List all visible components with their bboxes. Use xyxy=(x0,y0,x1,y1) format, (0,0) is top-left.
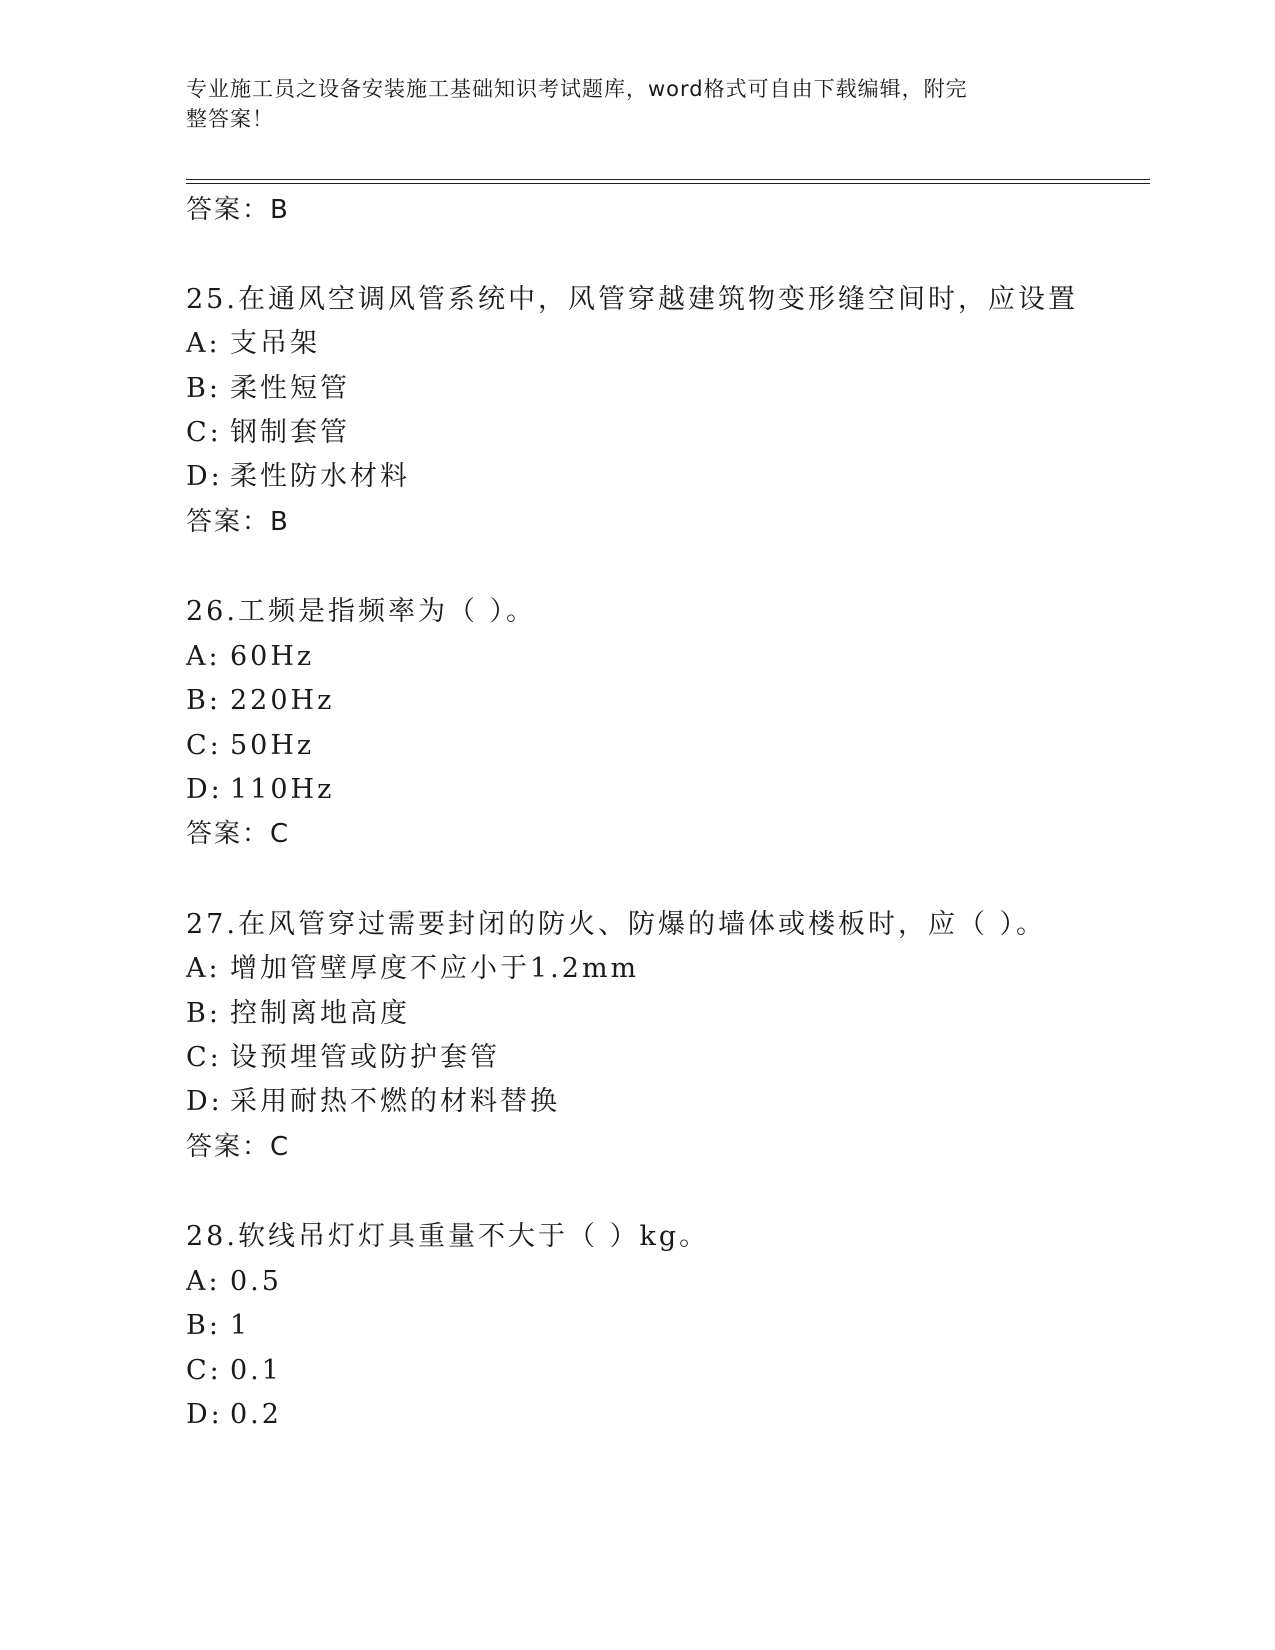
question-28-option-d xyxy=(186,1398,282,1432)
question-28-stem: 28.软线吊灯灯具重量不大于（ ）kg。 xyxy=(186,1221,710,1252)
question-26-answer: 答案：C xyxy=(186,819,291,849)
option-letter: B: xyxy=(186,373,221,404)
option-letter: B: xyxy=(186,998,221,1029)
option-text: 50Hz xyxy=(230,730,315,761)
previous-answer: 答案：B xyxy=(186,195,290,225)
question-26-option-c xyxy=(186,729,314,763)
header-divider-top xyxy=(186,179,1150,180)
option-text: 0.2 xyxy=(230,1399,282,1430)
option-letter: A: xyxy=(186,1266,221,1297)
question-28-option-a xyxy=(186,1265,282,1299)
option-letter: A: xyxy=(186,953,221,984)
option-text: 控制离地高度 xyxy=(230,998,410,1029)
option-letter: D: xyxy=(186,1086,223,1117)
question-28-option-c xyxy=(186,1354,282,1388)
option-text: 110Hz xyxy=(230,774,335,805)
option-letter: C: xyxy=(186,730,222,761)
option-text: 设预埋管或防护套管 xyxy=(230,1042,500,1073)
question-25-answer: 答案：B xyxy=(186,507,290,537)
option-letter: A: xyxy=(186,328,221,359)
option-letter: A: xyxy=(186,641,221,672)
option-letter: B: xyxy=(186,685,221,716)
question-27-option-d xyxy=(186,1085,560,1119)
option-text: 柔性短管 xyxy=(230,373,350,404)
option-letter: C: xyxy=(186,417,222,448)
option-letter: D: xyxy=(186,1399,223,1430)
option-text: 0.1 xyxy=(230,1355,282,1386)
option-letter: C: xyxy=(186,1355,222,1386)
option-text: 支吊架 xyxy=(230,328,320,359)
question-27-option-a xyxy=(186,952,639,986)
question-25-option-b xyxy=(186,372,350,406)
option-text: 60Hz xyxy=(230,641,315,672)
option-letter: D: xyxy=(186,774,223,805)
question-28-option-b xyxy=(186,1309,250,1343)
option-text: 1 xyxy=(230,1310,251,1341)
question-27-stem: 27.在风管穿过需要封闭的防火、防爆的墙体或楼板时，应（ ）。 xyxy=(186,909,1047,940)
header-line-1: 专业施工员之设备安装施工基础知识考试题库，word格式可自由下载编辑，附完 xyxy=(186,77,968,101)
option-letter: B: xyxy=(186,1310,221,1341)
question-27-answer: 答案：C xyxy=(186,1132,291,1162)
option-text: 220Hz xyxy=(230,685,335,716)
question-26-stem: 26.工频是指频率为（ ）。 xyxy=(186,596,537,627)
question-27-option-c xyxy=(186,1041,500,1075)
header-divider-bottom xyxy=(186,183,1150,184)
option-text: 柔性防水材料 xyxy=(230,461,410,492)
question-25-option-c xyxy=(186,416,350,450)
option-letter: C: xyxy=(186,1042,222,1073)
question-25-option-d xyxy=(186,460,410,494)
option-text: 增加管壁厚度不应小于1.2mm xyxy=(230,953,640,984)
header-line-2: 整答案！ xyxy=(186,107,274,131)
question-25-option-a xyxy=(186,327,320,361)
option-text: 0.5 xyxy=(230,1266,282,1297)
document-header xyxy=(186,74,1086,134)
option-letter: D: xyxy=(186,461,223,492)
question-26-option-a xyxy=(186,640,314,674)
question-26-option-d xyxy=(186,773,334,807)
question-26-option-b xyxy=(186,684,334,718)
option-text: 采用耐热不燃的材料替换 xyxy=(230,1086,560,1117)
option-text: 钢制套管 xyxy=(230,417,350,448)
question-25-stem: 25.在通风空调风管系统中，风管穿越建筑物变形缝空间时，应设置 xyxy=(186,284,1078,315)
question-27-option-b xyxy=(186,997,410,1031)
